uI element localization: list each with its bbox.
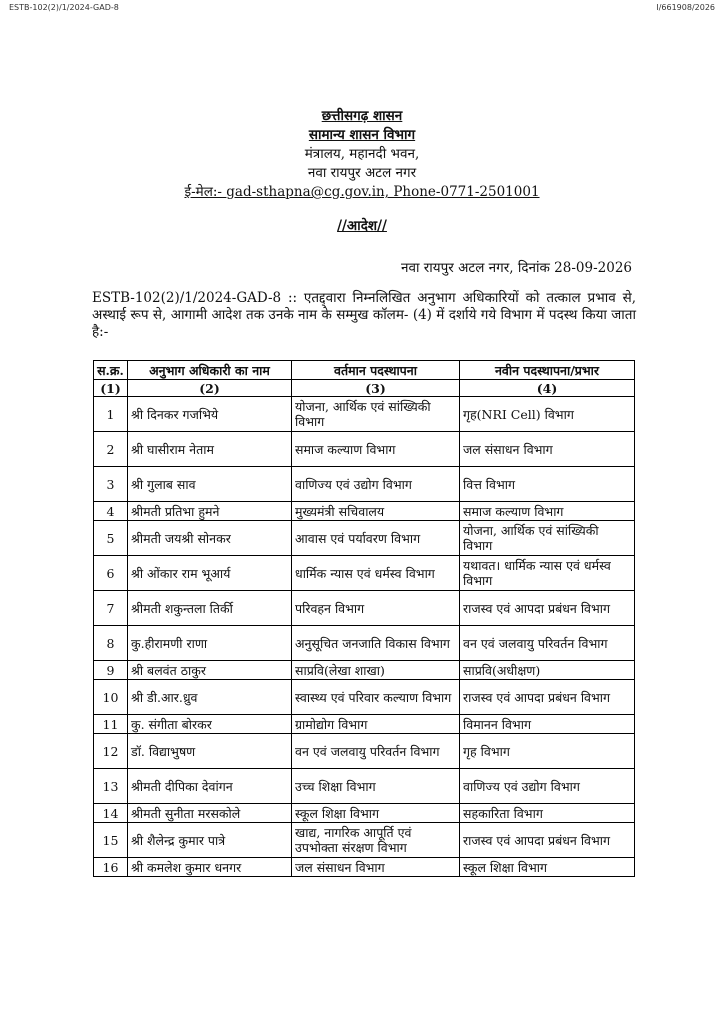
officer-name-cell: श्रीमती जयश्री सोनकर (128, 521, 292, 556)
officer-name-cell: श्रीमती प्रतिभा हुमने (128, 502, 292, 521)
table-row (94, 734, 635, 769)
current-posting-cell: साप्रवि(लेखा शाखा) (292, 661, 460, 680)
officer-name-cell: श्री दिनकर गजभिये (128, 397, 292, 432)
serial-cell: 1 (94, 397, 128, 432)
table-row (94, 467, 635, 502)
new-posting-cell: यथावत। धार्मिक न्यास एवं धर्मस्व विभाग (460, 556, 635, 591)
table-row (94, 556, 635, 591)
colnum-2: (2) (128, 380, 292, 397)
serial-cell: 16 (94, 858, 128, 877)
serial-cell: 10 (94, 680, 128, 715)
serial-cell: 14 (94, 804, 128, 823)
current-posting-cell: वाणिज्य एवं उद्योग विभाग (292, 467, 460, 502)
intro-paragraph: ESTB-102(2)/1/2024-GAD-8 :: एतद्द्वारा निम्नलिखित अनुभाग अधिकारियों को तत्काल प्रभाव से, अस्थाई रूप से, आगामी आदेश तक उनके नाम के सम्मुख कॉलम- (4) में दर्शाये गये विभाग में पदस्थ किया जाता है:- (92, 290, 636, 340)
new-posting-cell: समाज कल्याण विभाग (460, 502, 635, 521)
letterhead (0, 107, 724, 202)
new-posting-cell: वन एवं जलवायु परिवर्तन विभाग (460, 626, 635, 661)
current-posting-cell: धार्मिक न्यास एवं धर्मस्व विभाग (292, 556, 460, 591)
new-posting-cell: वित्त विभाग (460, 467, 635, 502)
table-row (94, 432, 635, 467)
column-number-row (94, 380, 635, 397)
officer-name-cell: श्री बलवंत ठाकुर (128, 661, 292, 680)
officer-name-cell: श्री गुलाब साव (128, 467, 292, 502)
serial-cell: 9 (94, 661, 128, 680)
new-posting-cell: जल संसाधन विभाग (460, 432, 635, 467)
officer-name-cell: श्री ओंकार राम भूआर्य (128, 556, 292, 591)
current-posting-cell: स्वास्थ्य एवं परिवार कल्याण विभाग (292, 680, 460, 715)
new-posting-cell: राजस्व एवं आपदा प्रबंधन विभाग (460, 680, 635, 715)
colnum-3: (3) (292, 380, 460, 397)
table-header-row (94, 361, 635, 380)
table-row (94, 591, 635, 626)
office-address-1: मंत्रालय, महानदी भवन, (304, 146, 420, 162)
serial-cell: 5 (94, 521, 128, 556)
table-row (94, 521, 635, 556)
serial-cell: 12 (94, 734, 128, 769)
table-row (94, 626, 635, 661)
officer-name-cell: श्रीमती दीपिका देवांगन (128, 769, 292, 804)
officer-name-cell: डॉ. विद्याभुषण (128, 734, 292, 769)
table-row (94, 502, 635, 521)
table-row (94, 680, 635, 715)
header-officer-name: अनुभाग अधिकारी का नाम (128, 361, 292, 380)
new-posting-cell: गृह(NRI Cell) विभाग (460, 397, 635, 432)
serial-cell: 11 (94, 715, 128, 734)
new-posting-cell: सहकारिता विभाग (460, 804, 635, 823)
new-posting-cell: स्कूल शिक्षा विभाग (460, 858, 635, 877)
current-posting-cell: समाज कल्याण विभाग (292, 432, 460, 467)
order-title: //आदेश// (337, 218, 387, 234)
officer-name-cell: श्री शैलेन्द्र कुमार पात्रे (128, 823, 292, 858)
header-current-posting: वर्तमान पदस्थापना (292, 361, 460, 380)
serial-cell: 4 (94, 502, 128, 521)
table-row (94, 769, 635, 804)
department-name: सामान्य शासन विभाग (308, 127, 416, 143)
new-posting-cell: विमानन विभाग (460, 715, 635, 734)
officer-name-cell: कु. संगीता बोरकर (128, 715, 292, 734)
serial-cell: 3 (94, 467, 128, 502)
new-posting-cell: वाणिज्य एवं उद्योग विभाग (460, 769, 635, 804)
new-posting-cell: राजस्व एवं आपदा प्रबंधन विभाग (460, 591, 635, 626)
officer-name-cell: श्रीमती शकुन्तला तिर्की (128, 591, 292, 626)
table-row (94, 397, 635, 432)
page-header-bar (9, 3, 715, 17)
date-line: नवा रायपुर अटल नगर, दिनांक 28-09-2026 (400, 260, 632, 276)
table-row (94, 661, 635, 680)
new-posting-cell: गृह विभाग (460, 734, 635, 769)
header-new-posting: नवीन पदस्थापना/प्रभार (460, 361, 635, 380)
table-row (94, 804, 635, 823)
current-posting-cell: मुख्यमंत्री सचिवालय (292, 502, 460, 521)
serial-cell: 13 (94, 769, 128, 804)
govt-name: छत्तीसगढ़ शासन (321, 108, 403, 124)
current-posting-cell: वन एवं जलवायु परिवर्तन विभाग (292, 734, 460, 769)
document-id: I/661908/2026 (656, 3, 715, 12)
header-serial: स.क्र. (94, 361, 128, 380)
current-posting-cell: खाद्य, नागरिक आपूर्ति एवं उपभोक्ता संरक्षण विभाग (292, 823, 460, 858)
serial-cell: 6 (94, 556, 128, 591)
new-posting-cell: योजना, आर्थिक एवं सांख्यिकी विभाग (460, 521, 635, 556)
current-posting-cell: स्कूल शिक्षा विभाग (292, 804, 460, 823)
current-posting-cell: आवास एवं पर्यावरण विभाग (292, 521, 460, 556)
file-number: ESTB-102(2)/1/2024-GAD-8 (9, 3, 119, 12)
officer-name-cell: कु.हीरामणी राणा (128, 626, 292, 661)
current-posting-cell: अनुसूचित जनजाति विकास विभाग (292, 626, 460, 661)
current-posting-cell: जल संसाधन विभाग (292, 858, 460, 877)
serial-cell: 2 (94, 432, 128, 467)
new-posting-cell: साप्रवि(अधीक्षण) (460, 661, 635, 680)
serial-cell: 7 (94, 591, 128, 626)
officer-name-cell: श्री घासीराम नेताम (128, 432, 292, 467)
posting-table (93, 360, 635, 877)
new-posting-cell: राजस्व एवं आपदा प्रबंधन विभाग (460, 823, 635, 858)
current-posting-cell: योजना, आर्थिक एवं सांख्यिकी विभाग (292, 397, 460, 432)
contact-line: ई-मेल:- gad-sthapna@cg.gov.in, Phone-0771-2501001 (184, 184, 540, 200)
officer-name-cell: श्री कमलेश कुमार धनगर (128, 858, 292, 877)
current-posting-cell: परिवहन विभाग (292, 591, 460, 626)
serial-cell: 8 (94, 626, 128, 661)
colnum-4: (4) (460, 380, 635, 397)
officer-name-cell: श्रीमती सुनीता मरसकोले (128, 804, 292, 823)
serial-cell: 15 (94, 823, 128, 858)
colnum-1: (1) (94, 380, 128, 397)
table-row (94, 715, 635, 734)
office-address-2: नवा रायपुर अटल नगर (307, 165, 417, 181)
current-posting-cell: उच्च शिक्षा विभाग (292, 769, 460, 804)
officer-name-cell: श्री डी.आर.ध्रुव (128, 680, 292, 715)
current-posting-cell: ग्रामोद्योग विभाग (292, 715, 460, 734)
table-row (94, 823, 635, 858)
table-row (94, 858, 635, 877)
